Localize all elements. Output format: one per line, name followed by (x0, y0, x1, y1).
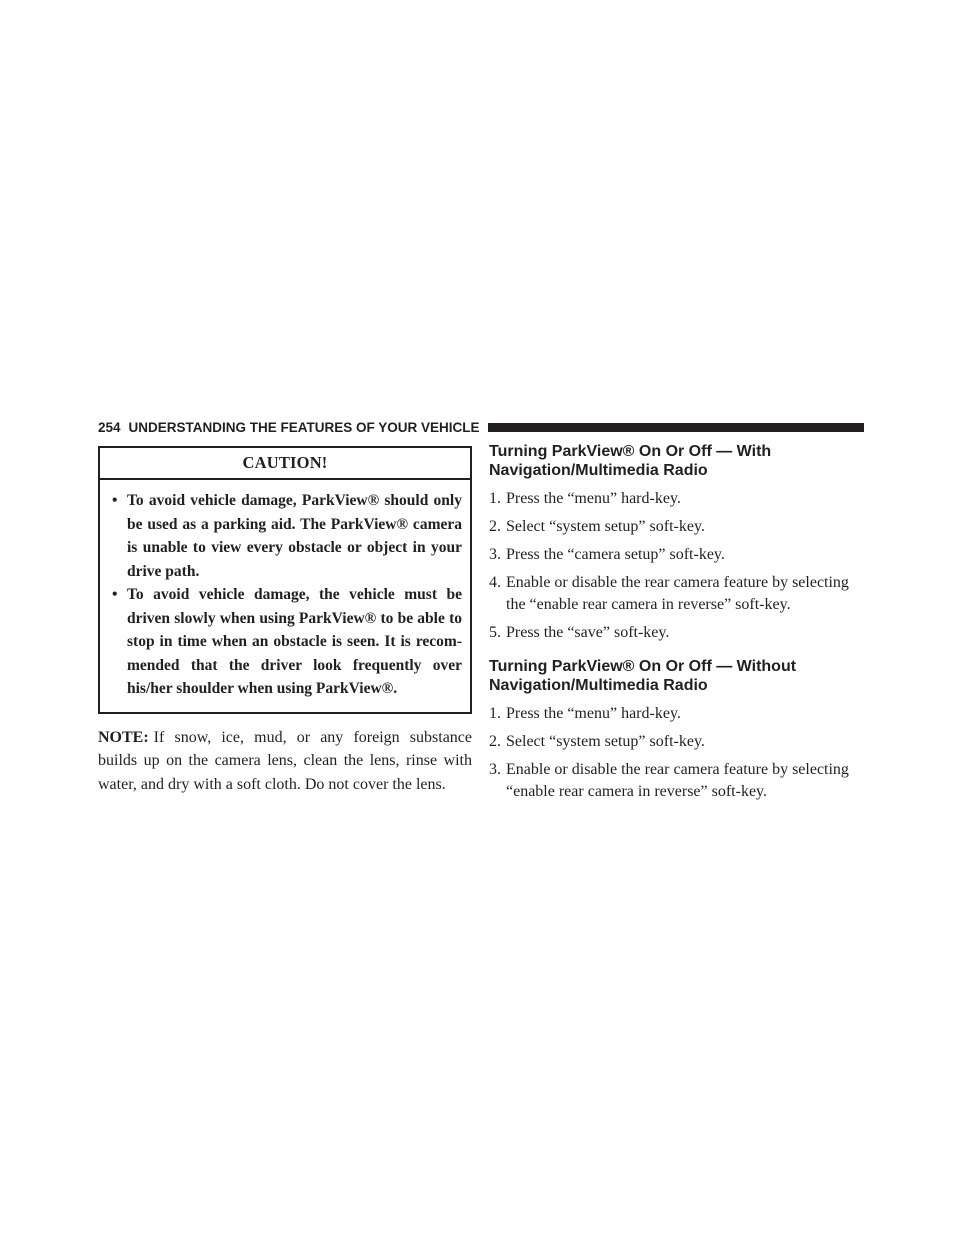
caution-item (110, 489, 462, 583)
step-text: Enable or disable the rear camera feature by selecting “enable rear camera in reverse” soft-key. (506, 761, 849, 800)
step-item (489, 544, 865, 566)
left-column (98, 446, 472, 812)
step-item (489, 572, 865, 616)
header-rule (488, 423, 864, 432)
heading-line: Turning ParkView® On Or Off — With (489, 443, 772, 460)
step-number: 2. (489, 518, 501, 535)
heading-line: Turning ParkView® On Or Off — Without (489, 658, 797, 675)
step-item (489, 703, 865, 725)
step-text: Select “system setup” soft-key. (506, 518, 705, 535)
step-text: Enable or disable the rear camera feature by selecting the “enable rear camera in reverse” soft-key. (506, 574, 849, 613)
bullet-icon: • (112, 492, 118, 509)
step-text: Press the “save” soft-key. (506, 624, 670, 641)
note-text: If snow, ice, mud, or any foreign substance builds up on the camera lens, clean the lens, rinse with water, and dry with a soft cloth. Do not cover the lens. (98, 728, 472, 793)
bullet-icon: • (112, 586, 118, 603)
step-number: 3. (489, 761, 501, 778)
right-column (489, 442, 865, 816)
heading-line: Navigation/Multimedia Radio (489, 462, 708, 479)
step-item (489, 622, 865, 644)
caution-list (100, 480, 470, 712)
step-text: Press the “menu” hard-key. (506, 490, 681, 507)
step-number: 1. (489, 490, 501, 507)
step-item (489, 731, 865, 753)
heading-line: Navigation/Multimedia Radio (489, 677, 708, 694)
caution-item-text: To avoid vehicle damage, the vehicle must be driven slowly when using ParkView® to be able to stop in time when an obstacle is seen. It is recom-mended that the driver look frequently over his/her shoulder when using ParkView®. (127, 586, 462, 697)
step-number: 2. (489, 733, 501, 750)
step-text: Select “system setup” soft-key. (506, 733, 705, 750)
caution-item (110, 583, 462, 701)
caution-title: CAUTION! (100, 448, 470, 480)
steps-without-radio (489, 703, 865, 803)
step-item (489, 516, 865, 538)
step-text: Press the “camera setup” soft-key. (506, 546, 725, 563)
section-heading-with-radio (489, 442, 865, 480)
page-number: 254 (98, 419, 121, 435)
running-section-title: UNDERSTANDING THE FEATURES OF YOUR VEHICLE (128, 419, 480, 435)
page-header (98, 418, 864, 436)
step-number: 3. (489, 546, 501, 563)
section-heading-without-radio (489, 657, 865, 695)
step-number: 1. (489, 705, 501, 722)
caution-box (98, 446, 472, 714)
note-paragraph (98, 726, 472, 797)
steps-with-radio (489, 488, 865, 644)
caution-item-text: To avoid vehicle damage, ParkView® should only be used as a parking aid. The ParkView® camera is unable to view every obstacle or object in your drive path. (127, 492, 462, 580)
step-text: Press the “menu” hard-key. (506, 705, 681, 722)
step-number: 5. (489, 624, 501, 641)
step-item (489, 488, 865, 510)
note-label: NOTE: (98, 728, 149, 746)
step-number: 4. (489, 574, 501, 591)
step-item (489, 759, 865, 803)
